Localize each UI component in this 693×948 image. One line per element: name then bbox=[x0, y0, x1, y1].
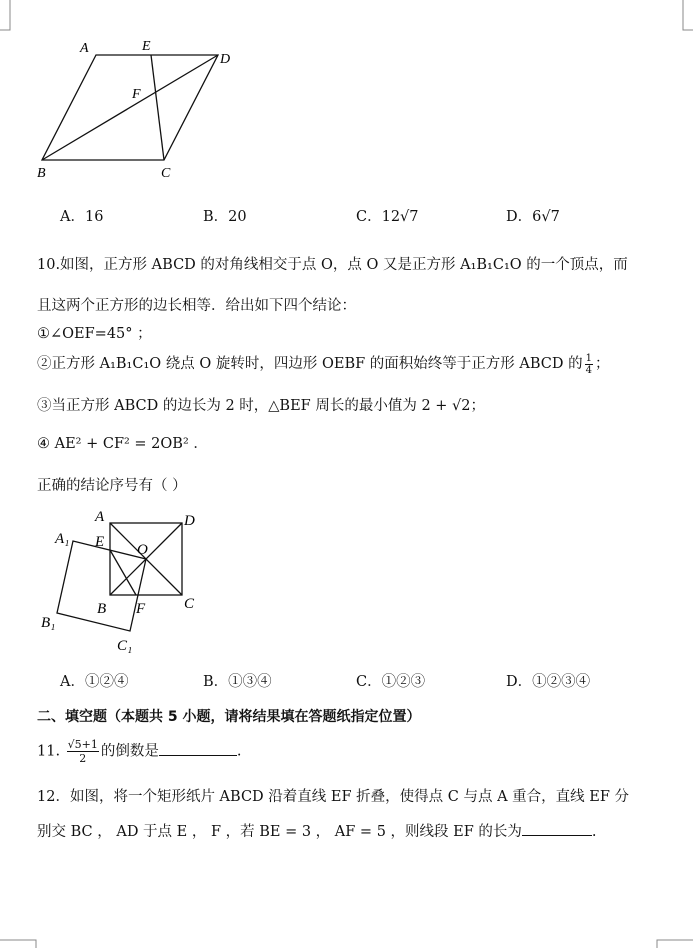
label-a: A bbox=[95, 509, 105, 525]
q9-option-d[interactable]: D．6√7 bbox=[506, 209, 560, 225]
q10-option-b[interactable]: B．①③④ bbox=[203, 674, 272, 690]
q11-fraction: $\frac{√5+1}{2}$ bbox=[67, 738, 98, 765]
label-c: C bbox=[184, 596, 195, 612]
q10-conclusion-2: ②正方形 A₁B₁C₁O 绕点 O 旋转时，四边形 OEBF 的面积始终等于正方形 ABCD 的 $\frac{1}{4}$ ； bbox=[37, 352, 610, 376]
label-b: B bbox=[97, 601, 107, 617]
label-e: E bbox=[142, 39, 151, 54]
fraction-one-quarter: $\frac{1}{4}$ bbox=[585, 352, 592, 376]
segment-ec bbox=[151, 55, 164, 160]
q10-option-c[interactable]: C．①②③ bbox=[356, 674, 426, 690]
q10-options bbox=[60, 670, 620, 690]
square-a1b1c1o bbox=[57, 541, 146, 631]
label-a: A bbox=[80, 41, 89, 56]
q12-answer-blank[interactable] bbox=[522, 821, 592, 836]
q10-line2: 且这两个正方形的边长相等．给出如下四个结论： bbox=[37, 298, 356, 314]
q9-option-c[interactable]: C．12√7 bbox=[356, 209, 419, 225]
figure-two-squares bbox=[35, 505, 225, 655]
section-title-fill-in: 二、填空题（本题共 5 小题，请将结果填在答题纸指定位置） bbox=[37, 709, 421, 725]
q10-prompt: 正确的结论序号有（ ） bbox=[37, 478, 187, 494]
q12-line2: 别交 BC ， AD 于点 E ， F ，若 BE = 3 ， AF = 5 ，则线段 EF 的长为 . bbox=[37, 820, 597, 841]
label-d: D bbox=[184, 513, 195, 529]
label-c: C bbox=[161, 166, 171, 181]
label-d: D bbox=[220, 52, 231, 67]
label-a1: A₁ bbox=[55, 531, 70, 547]
figure-parallelogram bbox=[30, 35, 250, 190]
q10-line1: 10.如图，正方形 ABCD 的对角线相交于点 O，点 O 又是正方形 A₁B₁C₁O 的一个顶点，而 bbox=[37, 257, 628, 273]
label-e: E bbox=[95, 534, 105, 550]
label-c1: C₁ bbox=[117, 638, 133, 654]
q9-options bbox=[60, 205, 620, 225]
q10-conclusion-3: ③当正方形 ABCD 的边长为 2 时，△BEF 周长的最小值为 2 + √2； bbox=[37, 398, 486, 414]
q11: 11. $\frac{√5+1}{2}$ 的倒数是 . bbox=[37, 738, 242, 765]
q11-answer-blank[interactable] bbox=[159, 741, 237, 756]
q10-conclusion-4: ④ AE² + CF² = 2OB² ． bbox=[37, 436, 208, 452]
label-f: F bbox=[136, 601, 146, 617]
q12-line1: 12．如图，将一个矩形纸片 ABCD 沿着直线 EF 折叠，使得点 C 与点 A 重合，直线 EF 分 bbox=[37, 789, 630, 805]
q9-option-a[interactable]: A．16 bbox=[60, 209, 104, 225]
q9-option-b[interactable]: B．20 bbox=[203, 209, 247, 225]
label-b1: B₁ bbox=[41, 615, 56, 631]
label-b: B bbox=[37, 166, 46, 181]
q10-option-a[interactable]: A．①②④ bbox=[60, 674, 129, 690]
label-o: O bbox=[137, 542, 148, 558]
label-f: F bbox=[132, 87, 141, 102]
q10-conclusion-1: ①∠OEF=45° ； bbox=[37, 326, 152, 342]
q10-option-d[interactable]: D．①②③④ bbox=[506, 674, 591, 690]
